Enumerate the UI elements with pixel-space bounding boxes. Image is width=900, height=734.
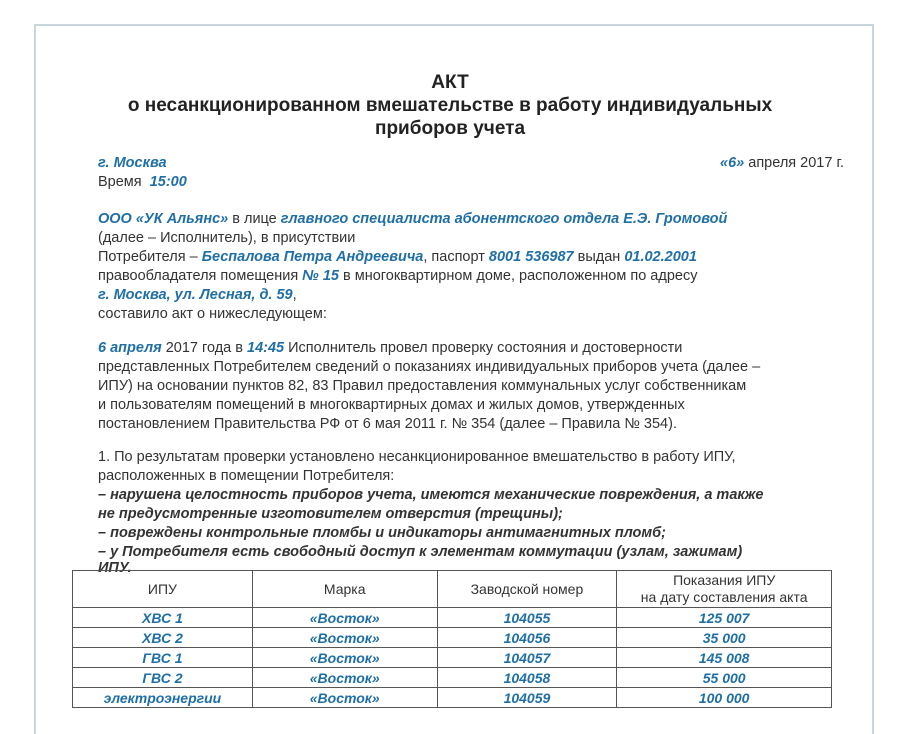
address-suffix: , <box>292 287 297 303</box>
passport-label: , паспорт <box>423 249 489 265</box>
inspection-date: 6 апреля <box>98 340 162 356</box>
inspection-year: 2017 года в <box>161 340 247 356</box>
address: г. Москва, ул. Лесная, д. 59 <box>98 287 293 303</box>
inspection-line-5: постановлением Правительства РФ от 6 мая 2011 г. № 354 (далее – Правила № 354). <box>98 416 677 432</box>
doc-date-day: «6» <box>720 155 745 171</box>
cell-serial: 104055 <box>437 608 617 628</box>
address-line <box>98 287 297 303</box>
consumer-label: Потребителя – <box>98 249 202 265</box>
cell-ipu: ХВС 2 <box>73 628 253 648</box>
ipu-table <box>72 570 832 708</box>
cell-reading: 100 000 <box>617 688 832 708</box>
time-label: Время <box>98 174 142 190</box>
executor-line: (далее – Исполнитель), в присутствии <box>98 230 356 246</box>
ipu-table-header <box>73 571 832 608</box>
cell-ipu: ГВС 1 <box>73 648 253 668</box>
time-line <box>98 174 187 190</box>
time-value: 15:00 <box>149 174 187 190</box>
cell-ipu: ХВС 1 <box>73 608 253 628</box>
consumer-line <box>98 249 697 265</box>
header-brand: Марка <box>252 571 437 608</box>
cell-serial: 104058 <box>437 668 617 688</box>
cell-reading: 35 000 <box>617 628 832 648</box>
inspection-time: 14:45 <box>247 340 285 356</box>
table-row <box>73 688 832 708</box>
owner-prefix: правообладателя помещения <box>98 268 303 284</box>
table-row <box>73 628 832 648</box>
cell-brand: «Восток» <box>252 668 437 688</box>
violation-1-line-2: не предусмотренные изготовителем отверстия (трещины); <box>98 506 563 522</box>
doc-title: АКТ <box>431 72 469 93</box>
cell-brand: «Восток» <box>252 648 437 668</box>
cell-reading: 125 007 <box>617 608 832 628</box>
issued-date: 01.02.2001 <box>624 249 697 265</box>
violation-3-line-2: ИПУ. <box>98 560 132 576</box>
org-name: ООО «УК Альянс» <box>98 211 229 227</box>
doc-subtitle-line-1: о несанкционированном вмешательстве в работу индивидуальных <box>127 95 773 116</box>
table-row <box>73 668 832 688</box>
cell-brand: «Восток» <box>252 628 437 648</box>
cell-serial: 104056 <box>437 628 617 648</box>
header-reading <box>617 571 832 608</box>
header-reading-line-1: Показания ИПУ <box>673 572 776 588</box>
owner-line <box>98 268 697 284</box>
inspection-line-1 <box>98 340 843 356</box>
consumer-name: Беспалова Петра Андреевича <box>201 249 424 265</box>
cell-serial: 104057 <box>437 648 617 668</box>
header-serial: Заводской номер <box>437 571 617 608</box>
issued-label: выдан <box>573 249 625 265</box>
cell-brand: «Восток» <box>252 688 437 708</box>
passport-number: 8001 536987 <box>488 249 574 265</box>
result-line-1: 1. По результатам проверки установлено несанкционированное вмешательство в работу ИПУ, <box>98 449 736 465</box>
composed-line: составило акт о нижеследующем: <box>98 306 327 322</box>
inspection-line-4: и пользователям помещений в многоквартирных домах и жилых домов, утвержденных <box>98 397 685 413</box>
owner-suffix: в многоквартирном доме, расположенном по адресу <box>339 268 698 284</box>
cell-reading: 55 000 <box>617 668 832 688</box>
cell-serial: 104059 <box>437 688 617 708</box>
org-line <box>98 211 727 227</box>
city: г. Москва <box>98 155 167 171</box>
inspection-line-3: ИПУ) на основании пунктов 82, 83 Правил предоставления коммунальных услуг собственникам <box>98 378 747 394</box>
org-person: главного специалиста абонентского отдела Е.Э. Громовой <box>280 211 728 227</box>
cell-ipu: электроэнергии <box>73 688 253 708</box>
violation-2: – повреждены контрольные пломбы и индикаторы антимагнитных пломб; <box>98 525 666 541</box>
doc-subtitle-line-2: приборов учета <box>374 118 526 139</box>
cell-reading: 145 008 <box>617 648 832 668</box>
cell-ipu: ГВС 2 <box>73 668 253 688</box>
owner-room: № 15 <box>302 268 339 284</box>
cell-brand: «Восток» <box>252 608 437 628</box>
doc-date <box>720 155 844 171</box>
inspection-rest: Исполнитель провел проверку состояния и достоверности <box>284 340 683 356</box>
inspection-line-2: представленных Потребителем сведений о показаниях индивидуальных приборов учета (далее – <box>98 359 761 375</box>
result-line-2: расположенных в помещении Потребителя: <box>98 468 395 484</box>
header-reading-line-2: на дату составления акта <box>640 589 808 605</box>
violation-3-line-1: – у Потребителя есть свободный доступ к элементам коммутации (узлам, зажимам) <box>98 544 743 560</box>
doc-date-rest: апреля 2017 г. <box>744 155 844 171</box>
org-in-person: в лице <box>228 211 281 227</box>
violation-1-line-1: – нарушена целостность приборов учета, имеются механические повреждения, а также <box>98 487 764 503</box>
header-ipu: ИПУ <box>73 571 253 608</box>
table-row <box>73 608 832 628</box>
table-row <box>73 648 832 668</box>
